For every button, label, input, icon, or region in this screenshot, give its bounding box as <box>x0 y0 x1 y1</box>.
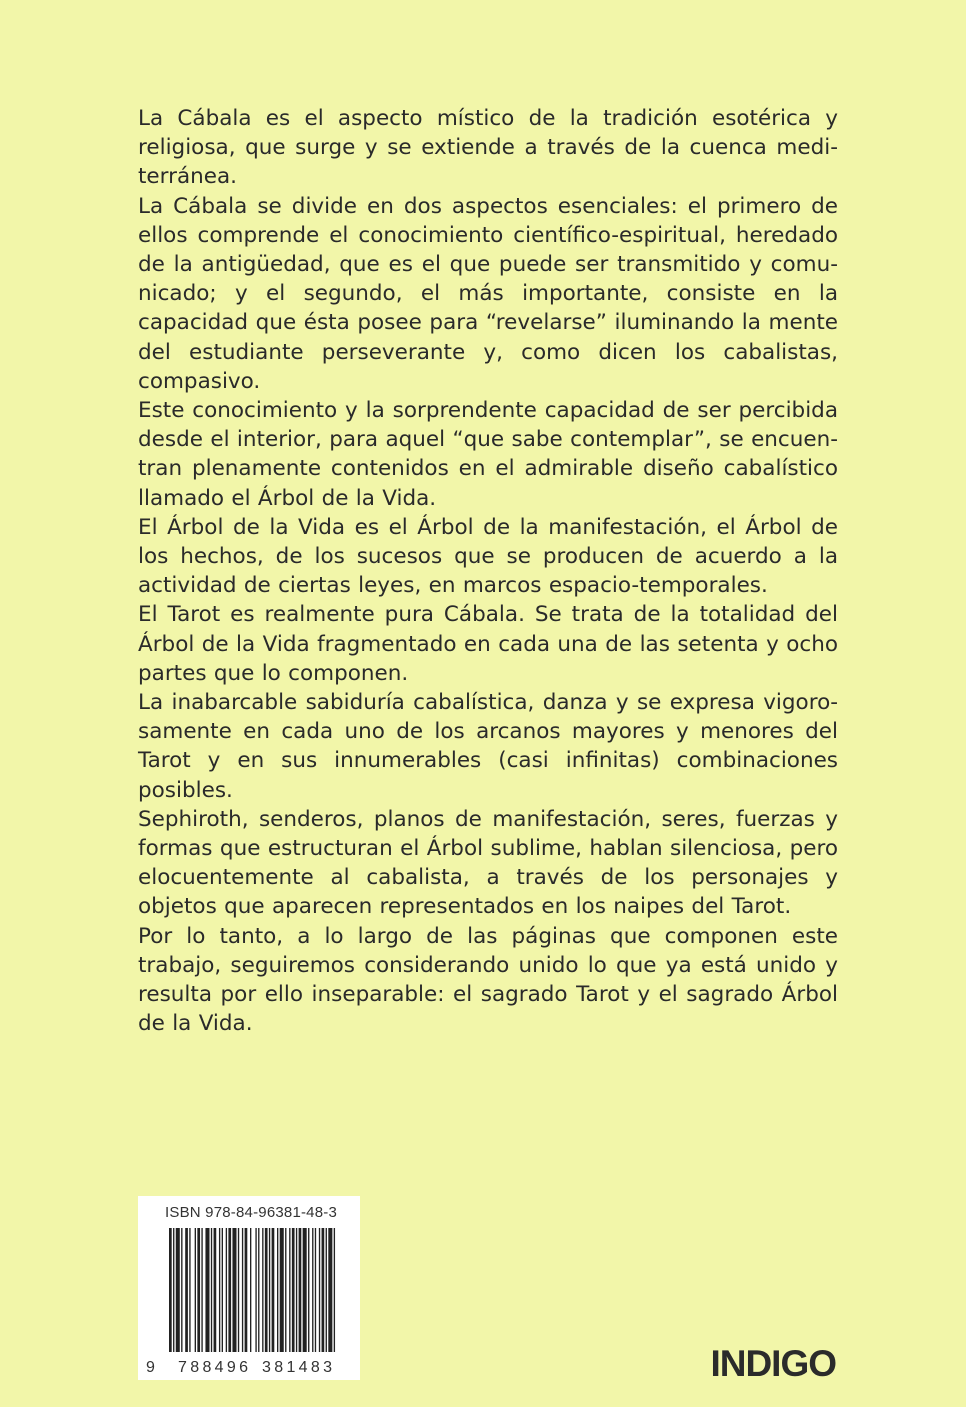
barcode-bar <box>245 1228 248 1352</box>
barcode-bar <box>299 1228 302 1352</box>
barcode-panel <box>138 1196 360 1380</box>
paragraph-3: Este conocimiento y la sorprendente capacidad de ser percibida desde el interior, para aquel “que sabe contemplar”, se encuentran plenamente contenidos en el admirable diseño cabalístico llamado el Árbol de la Vida. <box>138 398 838 511</box>
barcode-bar <box>296 1228 297 1352</box>
barcode-bar <box>181 1228 182 1352</box>
barcode-bar <box>315 1228 316 1352</box>
barcode-bar <box>312 1228 313 1352</box>
paragraph-5: El Tarot es realmente pura Cábala. Se trata de la totalidad del Árbol de la Vida fragmentado en cada una de las setenta y ocho partes que lo componen. <box>138 602 838 686</box>
barcode-bar <box>272 1228 275 1352</box>
barcode-bar <box>228 1228 231 1352</box>
barcode-bar <box>292 1228 295 1352</box>
barcode-digits-group-2: 381483 <box>262 1359 332 1376</box>
synopsis-text <box>138 104 838 1039</box>
barcode-bar <box>211 1228 212 1352</box>
barcode-bar <box>328 1228 332 1352</box>
paragraph-7: Sephiroth, senderos, planos de manifestación, seres, fuerzas y formas que estructuran el Árbol sublime, hablan silenciosa, pero elocuentemente al cabalista, a través de los personajes y objetos que aparecen representados en los naipes del Tarot. <box>138 806 838 920</box>
barcode-bar <box>169 1228 172 1352</box>
barcode-bar <box>250 1228 251 1352</box>
barcode-bar <box>189 1228 190 1352</box>
paragraph-8: Por lo tanto, a lo largo de las páginas que componen este trabajo, seguiremos considerando unido lo que ya está unido y resulta por ello inseparable: el sagrado Tarot y el sagrado Árbol de la Vida. <box>138 923 838 1037</box>
isbn-label: ISBN 978-84-96381-48-3 <box>165 1204 338 1221</box>
barcode-bar <box>303 1228 307 1352</box>
barcode-bar <box>258 1228 259 1352</box>
barcode-bar <box>205 1228 209 1352</box>
barcode-bar <box>334 1228 335 1352</box>
barcode-bar <box>285 1228 286 1352</box>
barcode-bar <box>219 1228 220 1352</box>
publisher-logo: INDIGO <box>710 1343 836 1384</box>
barcode-bar <box>185 1228 188 1352</box>
barcode-bar <box>265 1228 268 1352</box>
barcode-bars <box>169 1228 335 1352</box>
barcode-graphic <box>138 1196 360 1380</box>
barcode-bar <box>195 1228 196 1352</box>
barcode-bar <box>319 1228 320 1352</box>
barcode-bar <box>176 1228 180 1352</box>
barcode-bar <box>242 1228 243 1352</box>
barcode-bar <box>255 1228 256 1352</box>
barcode-bar <box>201 1228 202 1352</box>
barcode-bar <box>262 1228 263 1352</box>
barcode-bar <box>326 1228 327 1352</box>
barcode-bar <box>173 1228 174 1352</box>
barcode-bar <box>226 1228 227 1352</box>
paragraph-2: La Cábala se divide en dos aspectos esenciales: el primero de ellos comprende el conocimiento científico-espiritual, heredado de la antigüedad, que es el que puede ser transmitido y comunicado; y el segundo, el más importante, consiste en la capacidad que ésta posee para “revelarse” iluminando la mente del estudiante perseverante y, como dicen los cabalistas, compasivo. <box>138 193 838 394</box>
barcode-bar <box>308 1228 309 1352</box>
barcode-bar <box>277 1228 278 1352</box>
barcode-bar <box>289 1228 290 1352</box>
barcode-bar <box>238 1228 239 1352</box>
paragraph-6: La inabarcable sabiduría cabalística, danza y se expresa vigorosamente en cada uno de los arcanos mayores y menores del Tarot y en sus innumerables (casi infinitas) combinaciones posibles. <box>138 690 838 803</box>
barcode-bar <box>214 1228 217 1352</box>
barcode-lead-digit: 9 <box>146 1359 155 1376</box>
paragraph-4: El Árbol de la Vida es el Árbol de la manifestación, el Árbol de los hechos, de los sucesos que se producen de acuerdo a la actividad de ciertas leyes, en marcos espacio-temporales. <box>138 514 838 599</box>
paragraph-1: La Cábala es el aspecto místico de la tradición esotérica y religiosa, que surge y se extiende a través de la cuenca mediterránea. <box>138 106 838 190</box>
barcode-bar <box>232 1228 236 1352</box>
barcode-bar <box>322 1228 325 1352</box>
barcode-bar <box>269 1228 270 1352</box>
barcode-digits-group-1: 788496 <box>178 1359 248 1376</box>
barcode-bar <box>222 1228 223 1352</box>
barcode-bar <box>280 1228 284 1352</box>
barcode-bar <box>197 1228 200 1352</box>
